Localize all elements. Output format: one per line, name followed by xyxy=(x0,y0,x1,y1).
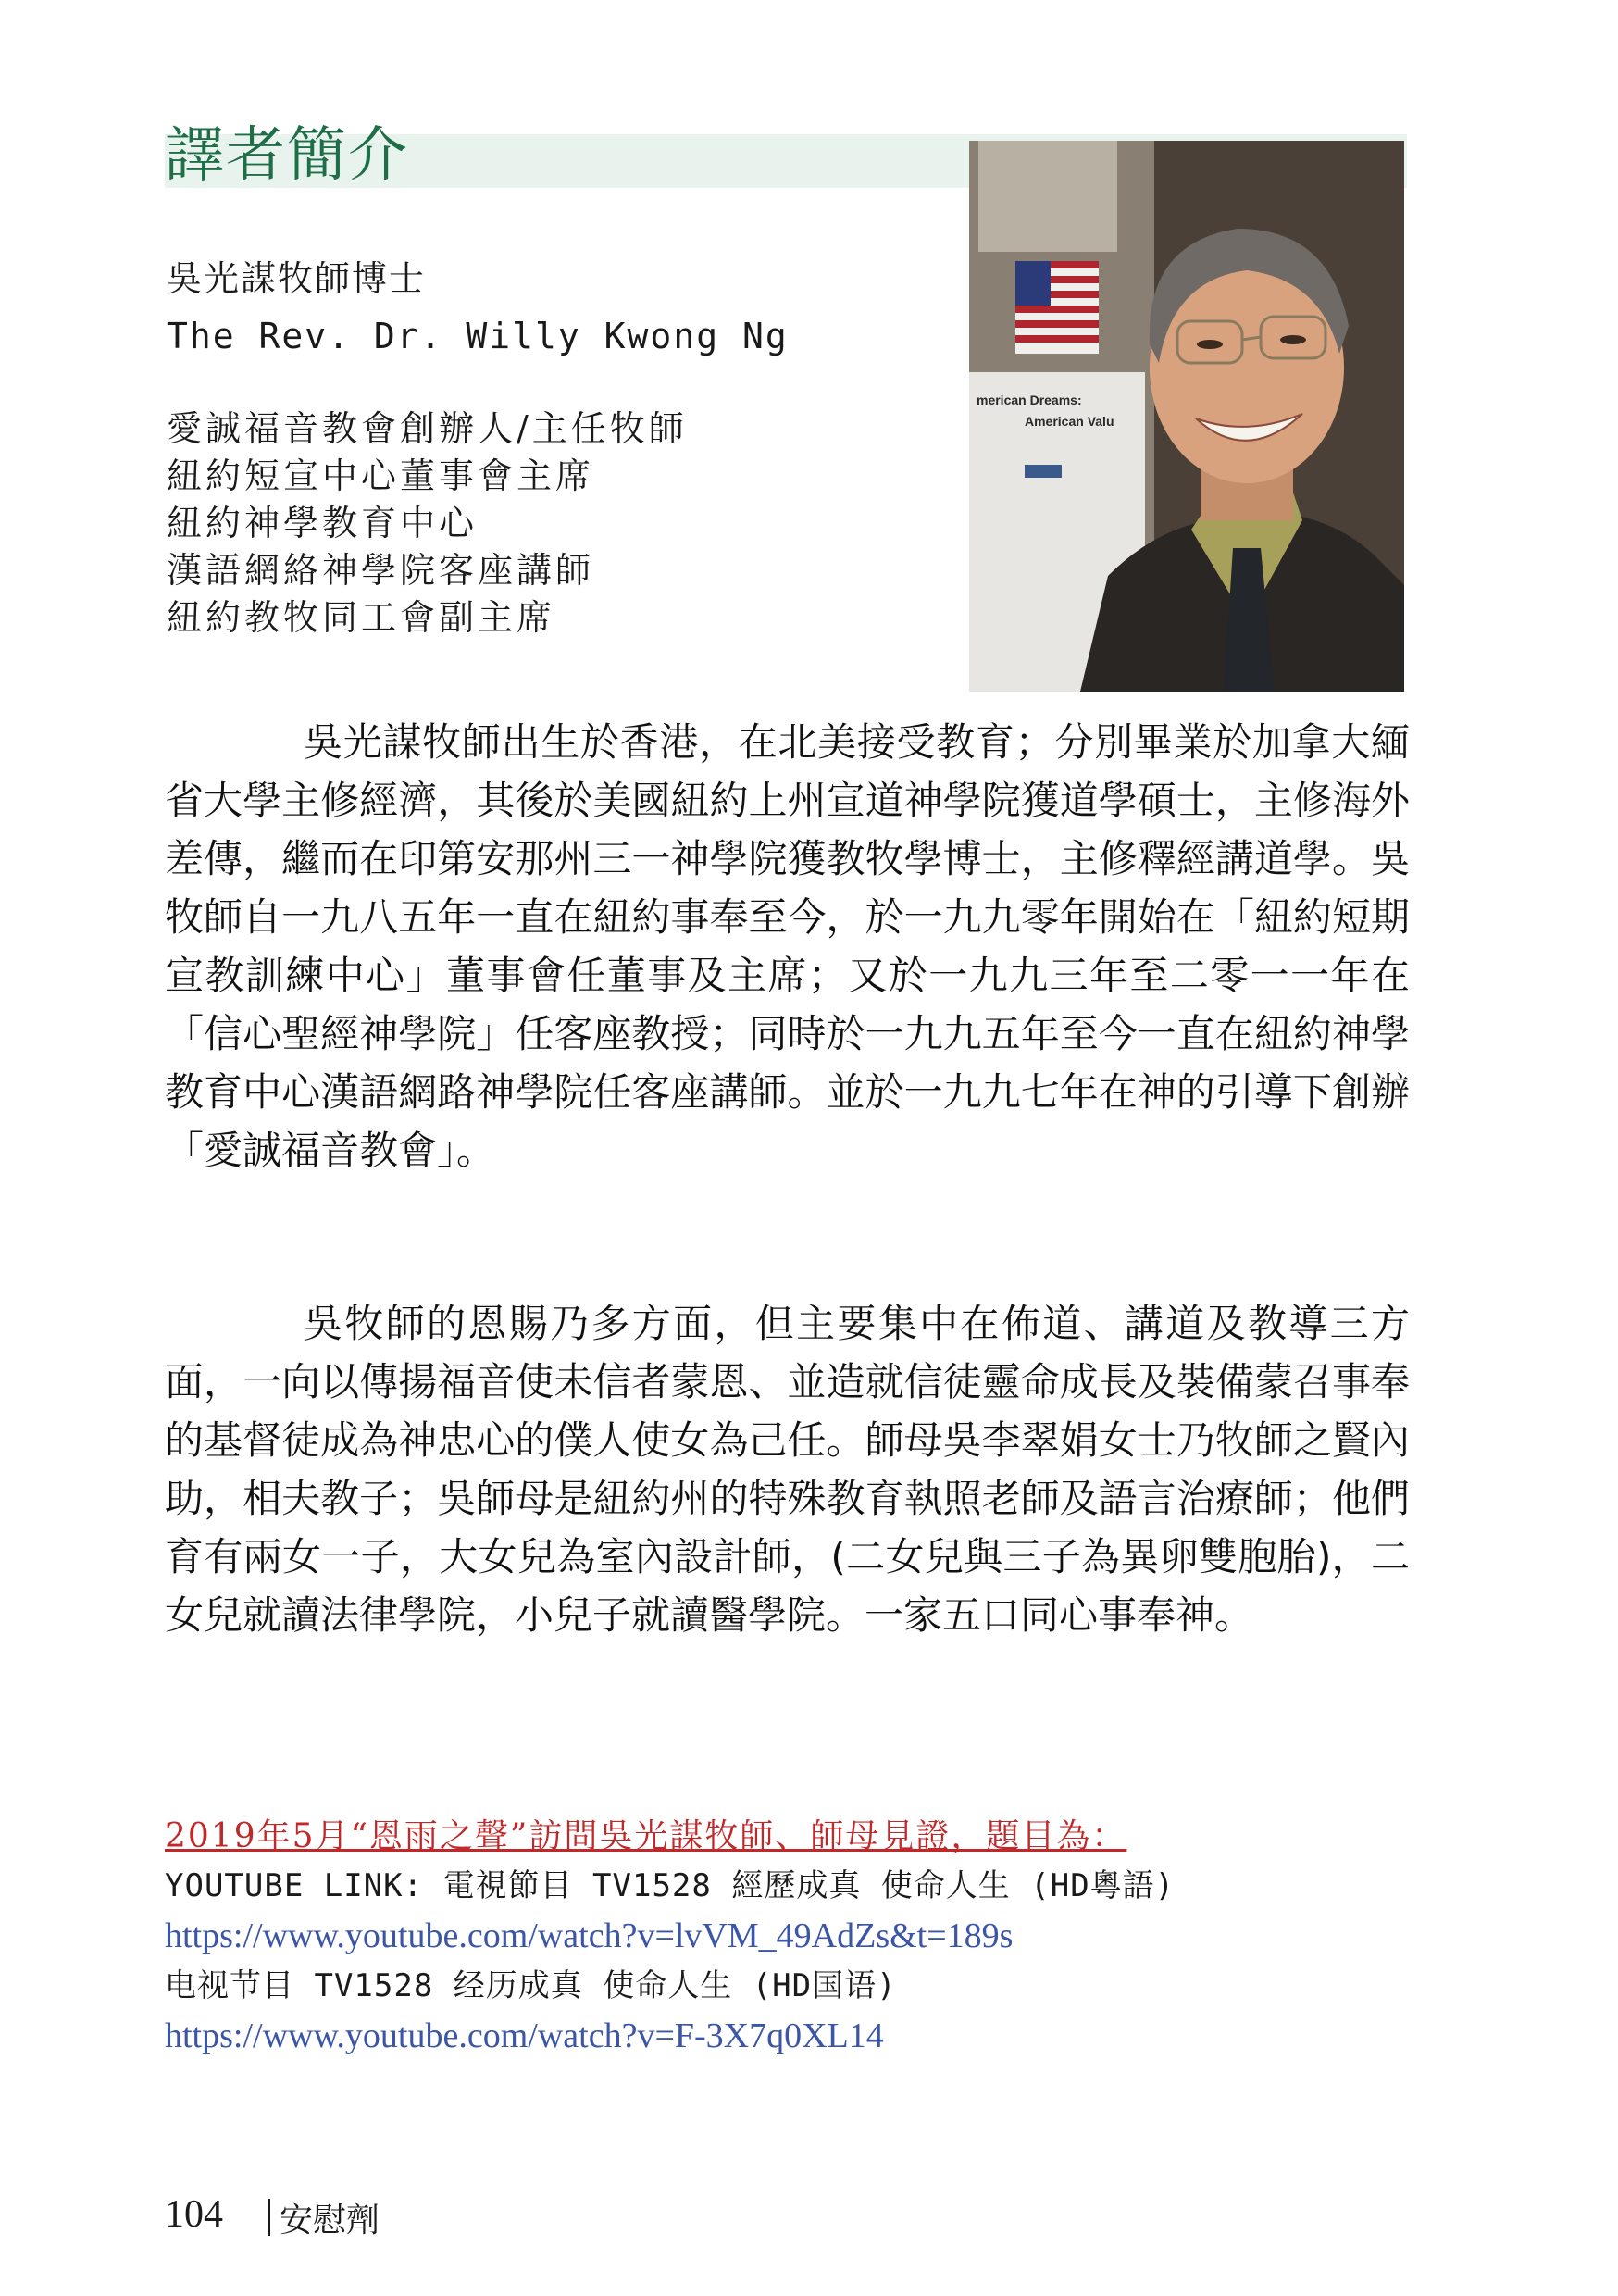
svg-text:merican Dreams:: merican Dreams: xyxy=(977,393,1082,407)
footer-divider xyxy=(268,2199,270,2236)
roles-list xyxy=(167,406,688,642)
youtube-cantonese-label: YOUTUBE LINK: 電視節目 TV1528 經歷成真 使命人生 (HD粵語) xyxy=(165,1867,1176,1904)
translator-name xyxy=(167,250,789,365)
page-number: 104 xyxy=(165,2193,223,2236)
role-item: 紐約神學教育中心 xyxy=(167,503,479,543)
name-chinese: 吳光謀牧師博士 xyxy=(167,258,427,299)
ministry-paragraph: 吳牧師的恩賜乃多方面，但主要集中在佈道、講道及教導三方面，一向以傳揚福音使未信者蒙恩、並造就信徒靈命成長及裝備蒙召事奉的基督徒成為神忠心的僕人使女為己任。師母吳李翠娟女士乃牧師之賢內助，相夫教子；吳師母是紐約州的特殊教育執照老師及語言治療師；他們育有兩女一子，大女兒為室內設計師，(二女兒與三子為異卵雙胞胎)，二女兒就讀法律學院，小兒子就讀醫學院。一家五口同心事奉神。 xyxy=(165,1301,1410,1638)
youtube-mandarin-label: 电视节目 TV1528 经历成真 使命人生 (HD国语) xyxy=(165,1967,897,2004)
name-english: The Rev. Dr. Willy Kwong Ng xyxy=(167,316,789,356)
video-links xyxy=(165,1813,1414,2061)
biography-paragraph: 吳光謀牧師出生於香港，在北美接受教育；分別畢業於加拿大緬省大學主修經濟，其後於美國紐約上州宣道神學院獲道學碩士，主修海外差傳，繼而在印第安那州三一神學院獲教牧學博士，主修釋經講道學。吳牧師自一九八五年一直在紐約事奉至今，於一九九零年開始在「紐約短期宣教訓練中心」董事會任董事及主席；又於一九九三年至二零一一年在「信心聖經神學院」任客座教授；同時於一九九五年至今一直在紐約神學教育中心漢語網路神學院任客座講師。並於一九九七年在神的引導下創辦「愛誠福音教會」。 xyxy=(165,719,1410,1173)
role-item: 紐約短宣中心董事會主席 xyxy=(167,455,595,496)
role-item: 紐約教牧同工會副主席 xyxy=(167,597,556,638)
portrait-photo xyxy=(969,141,1404,692)
youtube-mandarin-link[interactable]: https://www.youtube.com/watch?v=F-3X7q0XL14 xyxy=(165,2016,884,2055)
svg-text:American Valu: American Valu xyxy=(1025,414,1114,429)
youtube-cantonese-link[interactable]: https://www.youtube.com/watch?v=lvVM_49AdZs&t=189s xyxy=(165,1916,1014,1955)
interview-heading: 2019年5月“恩雨之聲”訪問吳光謀牧師、師母見證，題目為： xyxy=(165,1817,1127,1855)
page-footer xyxy=(165,2192,380,2241)
book-title: 安慰劑 xyxy=(280,2201,380,2240)
role-item: 漢語網絡神學院客座講師 xyxy=(167,550,595,591)
section-title: 譯者簡介 xyxy=(165,121,409,190)
role-item: 愛誠福音教會創辦人/主任牧師 xyxy=(167,408,688,449)
